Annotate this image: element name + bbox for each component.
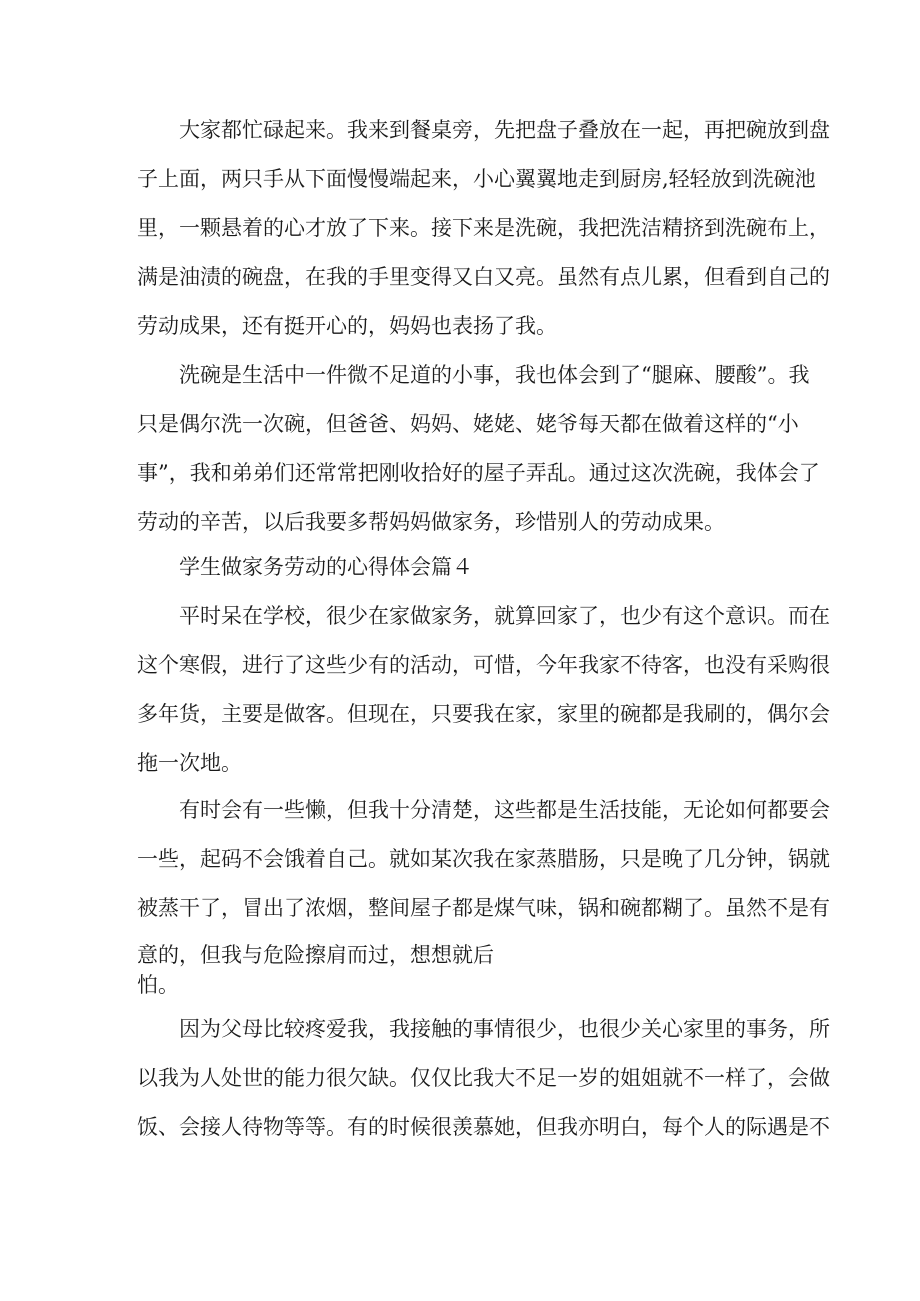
text-line: 劳动的辛苦，以后我要多帮妈妈做家务，珍惜别人的劳动成果。 xyxy=(137,510,725,534)
text-line: 子上面，两只手从下面慢慢端起来，小心翼翼地走到厨房,轻轻放到洗碗池 xyxy=(137,167,816,191)
text-line: 大家都忙碌起来。我来到餐桌旁，先把盘子叠放在一起，再把碗放到盘 xyxy=(179,118,830,142)
text-line: 饭、会接人待物等等。有的时候很羡慕她，但我亦明白，每个人的际遇是不 xyxy=(137,1115,830,1139)
text-line: 因为父母比较疼爱我，我接触的事情很少，也很少关心家里的事务，所 xyxy=(179,1017,830,1041)
text-line: 这个寒假，进行了这些少有的活动，可惜，今年我家不待客，也没有采购很 xyxy=(137,653,830,677)
text-line: 被蒸干了，冒出了浓烟，整间屋子都是煤气味，锅和碗都糊了。虽然不是有 xyxy=(137,896,830,920)
text-line: 满是油渍的碗盘，在我的手里变得又白又亮。虽然有点儿累，但看到自己的 xyxy=(137,265,830,289)
text-line: 只是偶尔洗一次碗，但爸爸、妈妈、姥姥、姥爷每天都在做着这样的“小 xyxy=(137,412,799,436)
text-line: 多年货，主要是做客。但现在，只要我在家，家里的碗都是我刷的，偶尔会 xyxy=(137,702,830,726)
text-line: 怕。 xyxy=(137,973,179,997)
text-line: 拖一次地。 xyxy=(137,751,242,775)
text-line: 事”，我和弟弟们还常常把刚收拾好的屋子弄乱。通过这次洗碗，我体会了 xyxy=(137,461,820,485)
text-line: 意的，但我与危险擦肩而过，想想就后 xyxy=(137,943,494,967)
text-line: 洗碗是生活中一件微不足道的小事，我也体会到了“腿麻、腰酸”。我 xyxy=(179,363,810,387)
text-line: 一些，起码不会饿着自己。就如某次我在家蒸腊肠，只是晚了几分钟，锅就 xyxy=(137,847,830,871)
section-heading: 学生做家务劳动的心得体会篇４ xyxy=(179,555,473,579)
text-line: 里，一颗悬着的心才放了下来。接下来是洗碗，我把洗洁精挤到洗碗布上， xyxy=(137,216,830,240)
text-line: 平时呆在学校，很少在家做家务，就算回家了，也少有这个意识。而在 xyxy=(179,604,830,628)
text-line: 劳动成果，还有挺开心的，妈妈也表扬了我。 xyxy=(137,314,557,338)
text-line: 以我为人处世的能力很欠缺。仅仅比我大不足一岁的姐姐就不一样了，会做 xyxy=(137,1066,830,1090)
text-line: 有时会有一些懒，但我十分清楚，这些都是生活技能，无论如何都要会 xyxy=(179,798,830,822)
